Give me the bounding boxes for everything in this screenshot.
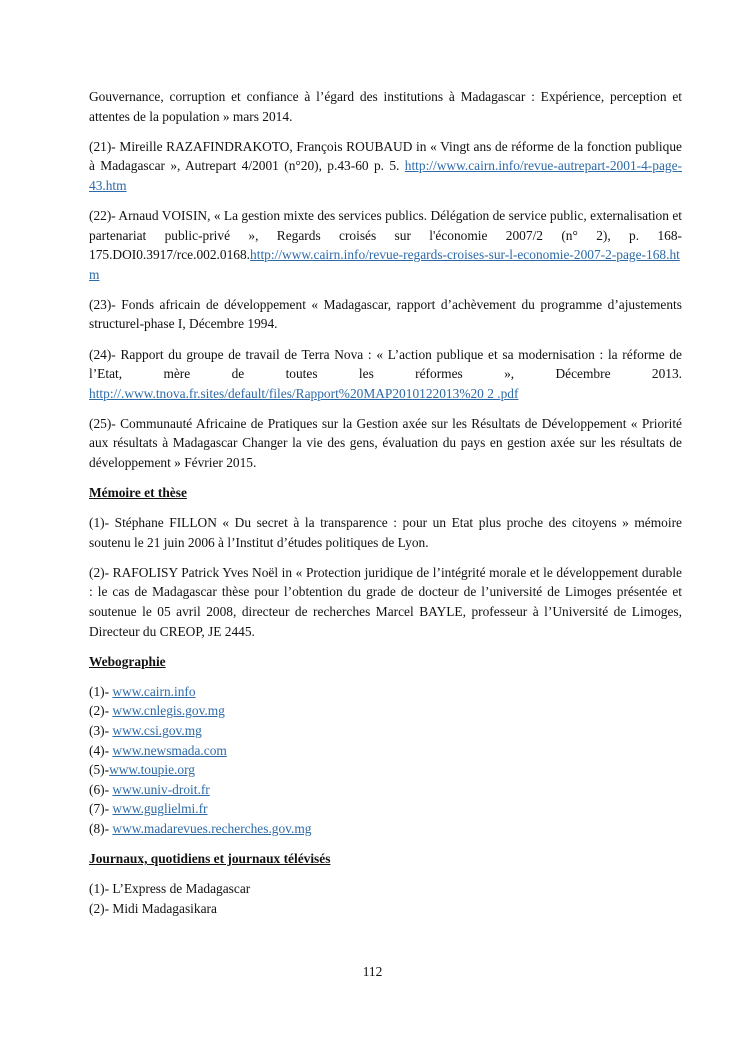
web-item: (2)- www.cnlegis.gov.mg xyxy=(89,703,225,719)
web-link-madarevues[interactable]: www.madarevues.recherches.gov.mg xyxy=(112,821,312,836)
journal-item: (1)- L’Express de Madagascar xyxy=(89,881,251,897)
reference-22: (22)- Arnaud VOISIN, « La gestion mixte des services publics. Délégation de service public, externalisation et partenariat public-privé », Regards croisés sur l'économie 2007/2 (n° 2), p. 168-175.DOI0.3917/rce.002.0168.http://www.cairn.info/revue-regards-croises-sur-l-economie-2007-2-page-168.htm xyxy=(89,207,682,282)
document-page xyxy=(89,87,682,929)
memoire-item-1: (1)- Stéphane FILLON « Du secret à la transparence : pour un Etat plus proche des citoyens » mémoire soutenu le 21 juin 2006 à l’Institut d’études politiques de Lyon. xyxy=(89,515,682,550)
reference-23: (23)- Fonds africain de développement « Madagascar, rapport d’achèvement du programme d’ajustements structurel-phase I, Décembre 1994. xyxy=(89,296,682,332)
web-link-cairn[interactable]: www.cairn.info xyxy=(112,683,196,699)
web-item: (8)- www.madarevues.recherches.gov.mg xyxy=(89,821,312,836)
web-item: (1)- www.cairn.info xyxy=(89,683,196,699)
reference-22-link[interactable]: http://www.cairn.info/revue-regards-croises-sur-l-economie-2007-2-page-168.htm xyxy=(89,247,680,282)
page-number: 112 xyxy=(362,964,383,979)
journaux-list xyxy=(89,879,682,918)
memoire-item-2: (2)- RAFOLISY Patrick Yves Noël in « Protection juridique de l’intégrité morale et le développement durable : le cas de Madagascar thèse pour l’obtention du grade de docteur de l’université de Limoges présentée et soutenue le 05 avril 2008, directeur de recherches Marcel BAYLE, professeur à l’Université de Limoges, Directeur du CREOP, JE 2445. xyxy=(89,564,682,639)
reference-24: (24)- Rapport du groupe de travail de Terra Nova : « L’action publique et sa modernisation : la réforme de l’Etat, mère de toutes les réformes », Décembre 2013. http://.www.tnova.fr.sites/default/files/Rapport%20MAP2010122013%20 2 .pdf xyxy=(89,346,682,401)
reference-21-link[interactable]: http://www.cairn.info/revue-autrepart-2001-4-page-43.htm xyxy=(89,158,682,193)
reference-continuation: Gouvernance, corruption et confiance à l’égard des institutions à Madagascar : Expérience, perception et attentes de la population » mars 2014. xyxy=(89,89,682,124)
reference-21: (21)- Mireille RAZAFINDRAKOTO, François ROUBAUD in « Vingt ans de réforme de la fonction publique à Madagascar », Autrepart 4/2001 (n°20), p.43-60 p. 5. http://www.cairn.info/revue-autrepart-2001-4-page-43.htm xyxy=(89,138,682,193)
web-item: (4)- www.newsmada.com xyxy=(89,742,227,758)
web-link-guglielmi[interactable]: www.guglielmi.fr xyxy=(112,801,208,817)
web-link-csi[interactable]: www.csi.gov.mg xyxy=(112,723,202,739)
reference-24-link[interactable]: http://.www.tnova.fr.sites/default/files/Rapport%20MAP2010122013%20 2 .pdf xyxy=(89,385,519,401)
web-link-toupie[interactable]: www.toupie.org xyxy=(109,762,195,778)
web-item: (6)- www.univ-droit.fr xyxy=(89,781,210,797)
journal-item: (2)- Midi Madagasikara xyxy=(89,900,217,916)
journaux-heading: Journaux, quotidiens et journaux télévisés xyxy=(89,851,331,867)
web-item: (7)- www.guglielmi.fr xyxy=(89,801,208,817)
web-link-newsmada[interactable]: www.newsmada.com xyxy=(112,742,227,758)
memoire-heading: Mémoire et thèse xyxy=(89,485,187,501)
web-link-cnlegis[interactable]: www.cnlegis.gov.mg xyxy=(112,703,225,719)
webographie-list xyxy=(89,682,682,839)
web-link-univ-droit[interactable]: www.univ-droit.fr xyxy=(112,781,210,797)
web-item: (3)- www.csi.gov.mg xyxy=(89,723,202,739)
web-item: (5)-www.toupie.org xyxy=(89,762,195,778)
reference-25: (25)- Communauté Africaine de Pratiques sur la Gestion axée sur les Résultats de Développement « Priorité aux résultats à Madagascar Changer la vie des gens, évaluation du pays en gestion axée sur les résultats de développement » Février 2015. xyxy=(89,415,682,470)
webographie-heading: Webographie xyxy=(89,653,166,669)
